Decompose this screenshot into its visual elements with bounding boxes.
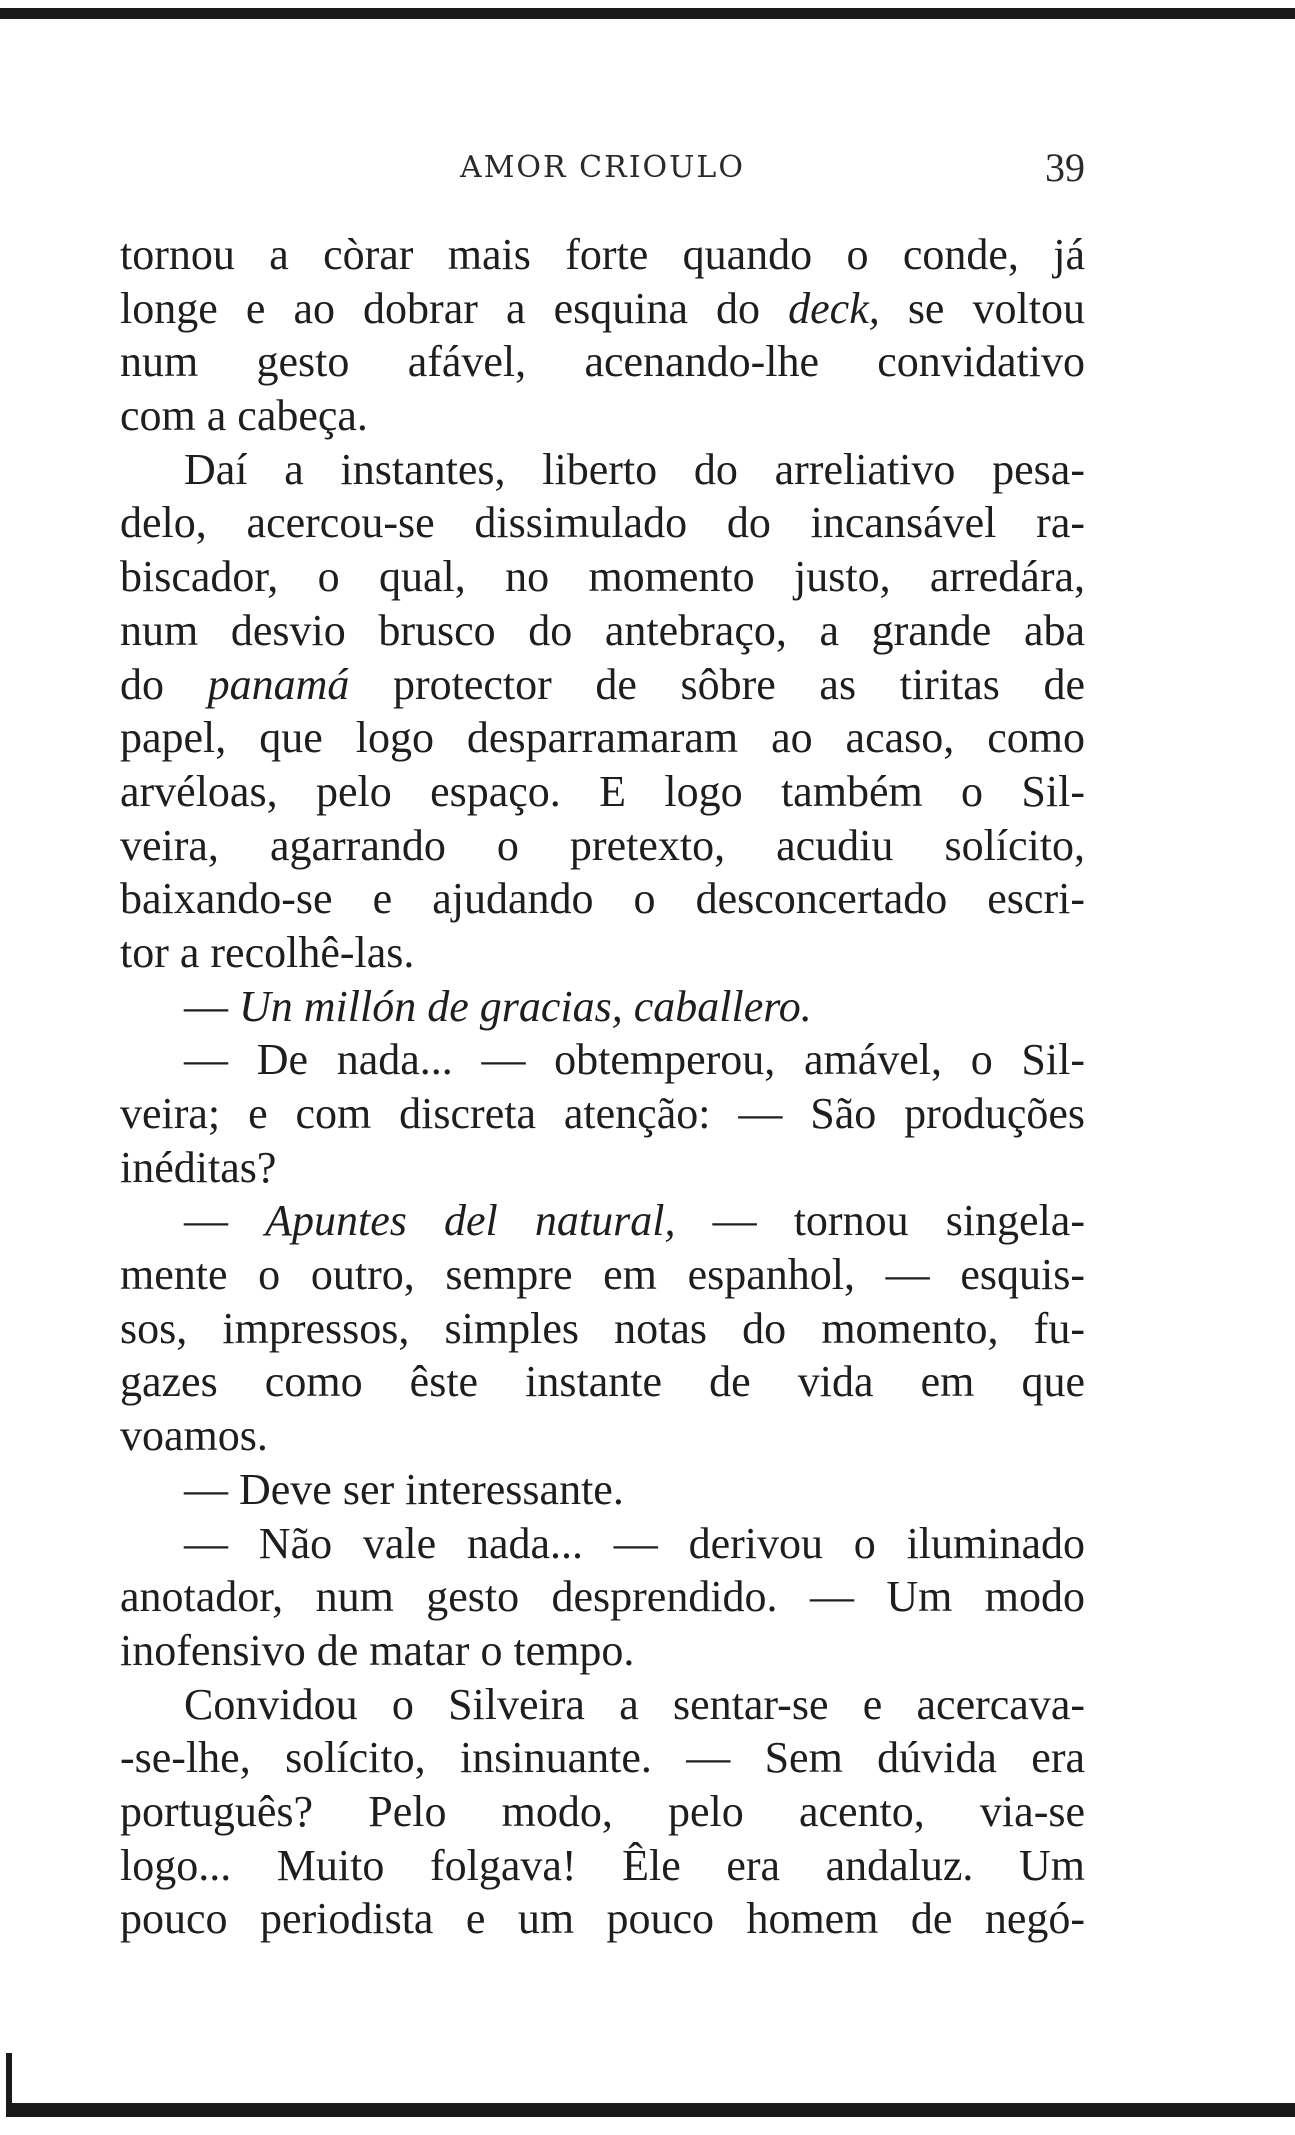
text-line: num gesto afável, acenando-lhe convidativo <box>120 337 1085 387</box>
text-line: delo, acercou-se dissimulado do incansável ra- <box>120 498 1085 548</box>
italic-quote: Apuntes del natural, <box>265 1196 676 1246</box>
text-line: do panamá protector de sôbre as tiritas de <box>120 659 1086 709</box>
text-line: num desvio brusco do antebraço, a grande aba <box>120 605 1085 655</box>
text-line: com a cabeça. <box>120 391 368 441</box>
text-line: mente o outro, sempre em espanhol, — esquis- <box>120 1250 1085 1300</box>
dialogue-line: — Apuntes del natural, — tornou singela- <box>184 1196 1085 1246</box>
text-line: português? Pelo modo, pelo acento, via-se <box>120 1786 1085 1836</box>
body-text <box>120 228 1085 1946</box>
dialogue-line: — De nada... — obtemperou, amável, o Sil- <box>184 1035 1085 1085</box>
text-line: gazes como êste instante de vida em que <box>120 1357 1085 1407</box>
page-number: 39 <box>1045 145 1085 190</box>
italic-quote: Un millón de gracias, caballero. <box>239 981 812 1031</box>
text-line: tor a recolhê-las. <box>120 927 415 977</box>
text-line: biscador, o qual, no momento justo, arredára, <box>120 552 1085 602</box>
scan-bottom-edge <box>6 2103 1295 2117</box>
text-line: tornou a còrar mais forte quando o conde, já <box>120 230 1085 279</box>
dialogue-line: — Un millón de gracias, caballero. <box>184 981 812 1031</box>
italic-term: panamá <box>207 659 350 709</box>
scan-top-edge <box>0 8 1295 19</box>
text-line: arvéloas, pelo espaço. E logo também o Sil- <box>120 766 1085 816</box>
text-line: logo... Muito folgava! Êle era andaluz. Um <box>120 1840 1085 1890</box>
running-title: AMOR CRIOULO <box>460 150 745 185</box>
text-line: inofensivo de matar o tempo. <box>120 1625 635 1675</box>
text-line: pouco periodista e um pouco homem de negó- <box>120 1894 1085 1944</box>
dialogue-line: — Não vale nada... — derivou o iluminado <box>184 1518 1085 1568</box>
text-line: inéditas? <box>120 1142 277 1192</box>
text-line: voamos. <box>120 1411 268 1461</box>
text-line: sos, impressos, simples notas do momento, fu- <box>120 1303 1085 1353</box>
italic-term: deck, <box>788 283 880 333</box>
text-line: veira, agarrando o pretexto, acudiu solícito, <box>120 820 1085 870</box>
text-line: anotador, num gesto desprendido. — Um modo <box>120 1572 1085 1622</box>
text-line: -se-lhe, solícito, insinuante. — Sem dúvida era <box>120 1733 1085 1783</box>
text-line: baixando-se e ajudando o desconcertado escri- <box>120 874 1085 924</box>
page-header <box>120 140 1085 190</box>
text-line: longe e ao dobrar a esquina do deck, se voltou <box>120 283 1085 333</box>
paragraph-start-line: Daí a instantes, liberto do arreliativo pesa- <box>184 444 1085 494</box>
dialogue-line: — Deve ser interessante. <box>184 1464 624 1514</box>
text-line: papel, que logo desparramaram ao acaso, como <box>120 713 1085 763</box>
paragraph-start-line: Convidou o Silveira a sentar-se e acercava- <box>184 1679 1085 1729</box>
text-line: veira; e com discreta atenção: — São produções <box>120 1089 1085 1138</box>
